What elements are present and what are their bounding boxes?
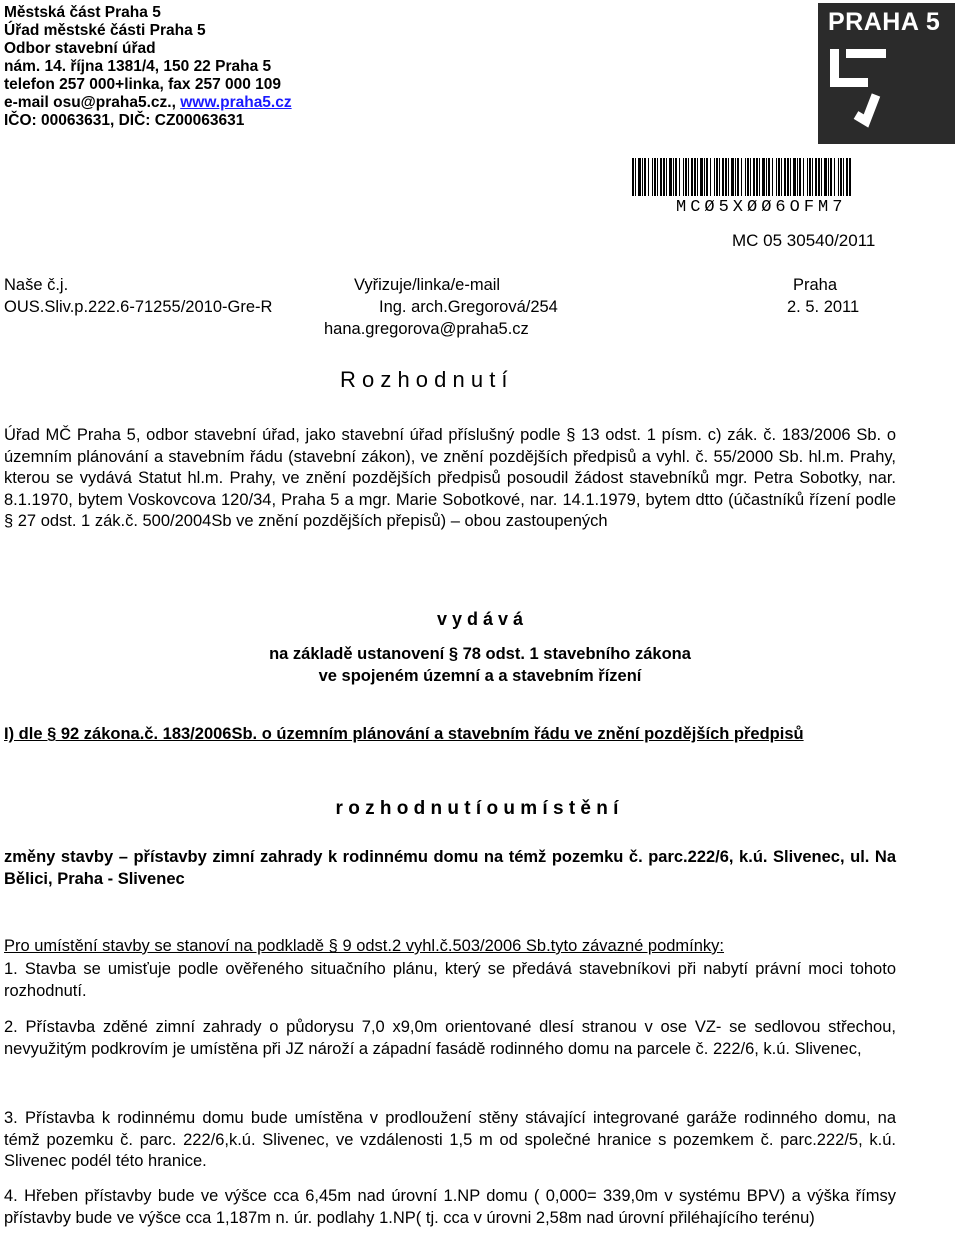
org-office: Úřad městské části Praha 5	[4, 22, 206, 39]
handler-email: hana.gregorova@praha5.cz	[324, 320, 529, 338]
our-ref-label: Naše č.j.	[4, 276, 69, 294]
subject-text: změny stavby – přístavby zimní zahrady k rodinnému domu na témž pozemku č. parc.222/6, k.ú. Slivenec, ul. Na Bělici, Praha - Slivenec	[4, 848, 896, 888]
reference-number: MC 05 30540/2011	[732, 231, 876, 250]
decision-title: R o z h o d n u t í	[340, 367, 508, 392]
vydava-heading: v y d á v á	[436, 609, 524, 629]
barcode-image	[632, 158, 854, 196]
handler-label: Vyřizuje/linka/e-mail	[354, 276, 501, 294]
condition-item: 1. Stavba se umisťuje podle ověřeného situačního plánu, který se předává stavebníkovi při nabytí právní moci tohoto rozhodnutí.	[4, 960, 896, 1000]
basis-line-2: ve spojeném územní a a stavebním řízení	[318, 667, 642, 685]
section-one-heading: I) dle § 92 zákona.č. 183/2006Sb. o územním plánování a stavebním řádu ve znění pozdějších předpisů	[4, 725, 804, 743]
condition-item: 3. Přístavba k rodinnému domu bude umístěna v prodloužení stěny stávající integrované garáže rodinného domu, na témž pozemku č. parc. 222/6,k.ú. Slivenec, ve vzdálenosti 1,5 m od společné hranice s pozemkem č. parc.222/5, k.ú. Slivenec podél této hranice.	[4, 1109, 896, 1170]
org-department: Odbor stavební úřad	[4, 40, 156, 57]
date-value: 2. 5. 2011	[787, 298, 860, 316]
intro-paragraph: Úřad MČ Praha 5, odbor stavební úřad, jako stavební úřad příslušný podle § 13 odst. 1 písm. c) zák. č. 183/2006 Sb. o územním plánování a stavebním řádu (stavební zákon), ve znění pozdějších předpisů a vyhl. č. 55/2000 Sb. hl.m. Prahy, kterou se vydává Statut hl.m. Prahy, ve znění pozdějších předpisů posoudil žádost stavebníků mgr. Petra Sobotky, nar. 8.1.1970, bytem Voskovcova 120/34, Praha 5 a mgr. Marie Sobotkové, nar. 14.1.1979, bytem dtto (účastníků řízení podle § 27 odst. 1 zák.č. 500/2004Sb ve znění pozdějších přepisů) – obou zastoupených	[4, 426, 896, 530]
conditions-heading: Pro umístění stavby se stanoví na podkladě § 9 odst.2 vyhl.č.503/2006 Sb.tyto závazné podmínky:	[4, 937, 725, 955]
barcode-text: MCØ5XØØ6OFM7	[676, 198, 847, 217]
org-name: Městská část Praha 5	[4, 4, 161, 21]
placement-title: r o z h o d n u t í o u m í s t ě n í	[335, 798, 619, 819]
handler-value: Ing. arch.Gregorová/254	[379, 298, 558, 316]
our-ref-value: OUS.Sliv.p.222.6-71255/2010-Gre-R	[4, 298, 273, 316]
org-phone: telefon 257 000+linka, fax 257 000 109	[4, 76, 282, 93]
org-email: e-mail osu@praha5.cz.,	[4, 94, 181, 111]
condition-item: 2. Přístavba zděné zimní zahrady o půdorysu 7,0 x9,0m orientované dlesí stranou v ose VZ- se sedlovou střechou, nevyužitým podkrovím je umístěna při JZ nároží a západní fasádě rodinného domu na parcele č. 222/6, k.ú. Slivenec,	[4, 1018, 896, 1058]
org-contact	[4, 94, 292, 112]
web-link[interactable]: www.praha5.cz	[180, 94, 292, 111]
condition-item: 4. Hřeben přístavby bude ve výšce cca 6,45m nad úrovní 1.NP domu ( 0,000= 339,0m v systému BPV) a výška římsy přístavby bude ve výšce cca 1,187m n. úr. podlahy 1.NP( tj. cca v úrovni 2,58m nad úrovní přiléhajícího terénu)	[4, 1187, 896, 1227]
org-ico-dic: IČO: 00063631, DIČ: CZ00063631	[4, 112, 245, 129]
logo-text: PRAHA 5	[828, 8, 941, 36]
praha5-logo	[818, 3, 955, 144]
basis-line-1: na základě ustanovení § 78 odst. 1 stavebního zákona	[269, 645, 691, 663]
logo-mark	[818, 3, 955, 144]
org-address: nám. 14. října 1381/4, 150 22 Praha 5	[4, 58, 272, 75]
place-label: Praha	[793, 276, 838, 294]
